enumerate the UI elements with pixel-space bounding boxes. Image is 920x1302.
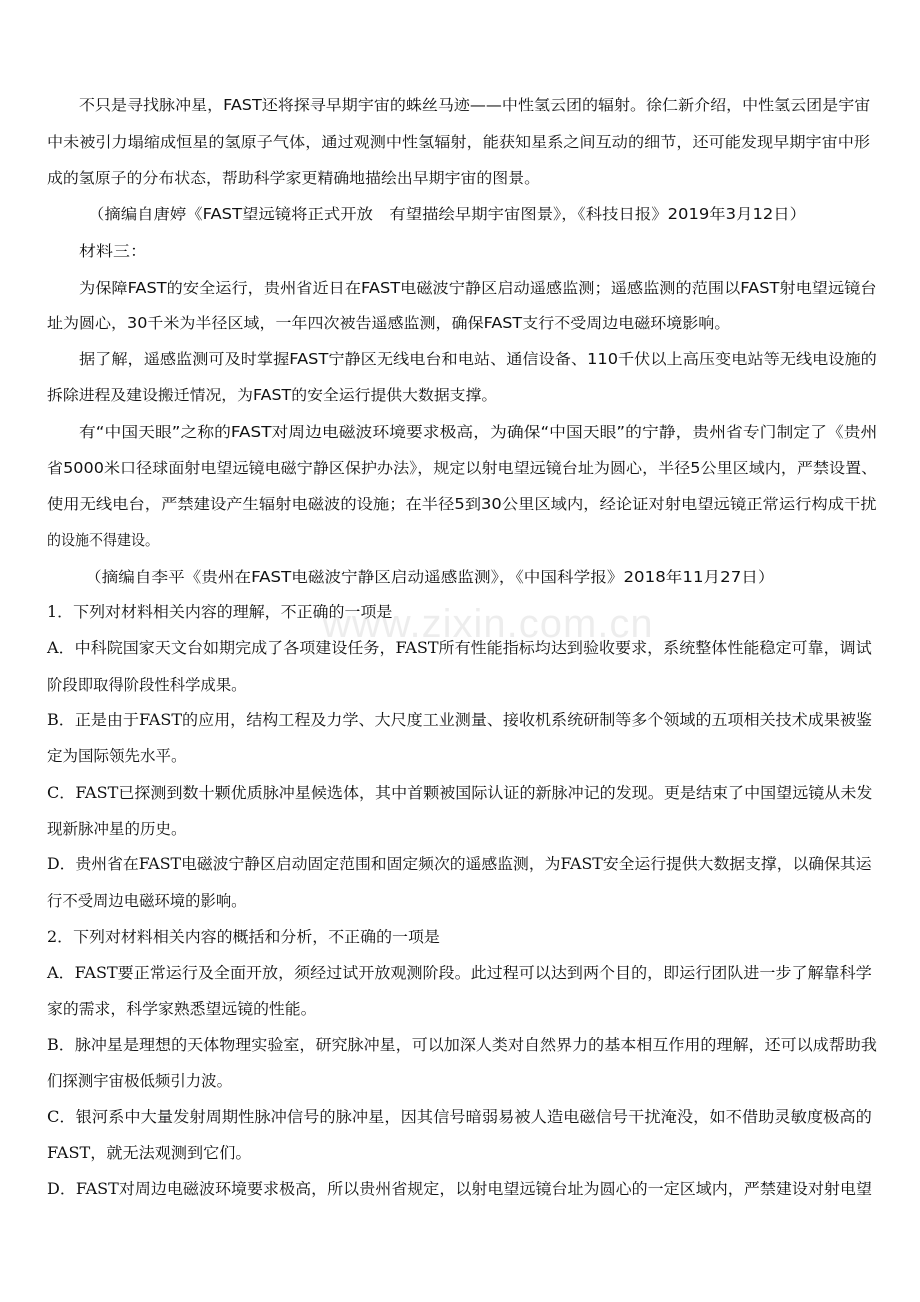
passage-line: 不只是寻找脉冲星，FAST还将探寻早期宇宙的蛛丝马迹——中性氢云团的辐射。徐仁新介绍，中性氢云团是宇宙 [79,96,871,114]
option-line: B．正是由于FAST的应用，结构工程及力学、大尺度工业测量、接收机系统研制等多个领域的五项相关技术成果被鉴 [47,711,872,729]
option-line: 现新脉冲星的历史。 [47,820,187,838]
option-line: 们探测宇宙极低频引力波。 [47,1072,233,1090]
section-heading: 材料三： [79,242,148,260]
option-line: C．FAST已探测到数十颗优质脉冲星候选体，其中首颗被国际认证的新脉冲记的发现。更是结束了中国望远镜从未发 [47,784,873,802]
passage-line: 址为圆心，30千米为半径区域，一年四次被告遥感监测，确保FAST支行不受周边电磁环境影响。 [47,314,731,332]
passage-line: 为保障FAST的安全运行，贵州省近日在FAST电磁波宁静区启动遥感监测；遥感监测的范围以FAST射电望远镜台 [79,279,877,297]
option-line: 定为国际领先水平。 [47,747,187,765]
passage-line: 成的氢原子的分布状态，帮助科学家更精确地描绘出早期宇宙的图景。 [47,169,541,187]
option-line: D．FAST对周边电磁波环境要求极高，所以贵州省规定，以射电望远镜台址为圆心的一定区域内，严禁建设对射电望 [47,1180,872,1198]
question-stem: 1．下列对材料相关内容的理解，不正确的一项是 [47,603,393,621]
option-line: 行不受周边电磁环境的影响。 [47,892,247,910]
option-line: FAST，就无法观测到它们。 [47,1144,252,1162]
source-citation: （摘编自李平《贵州在FAST电磁波宁静区启动遥感监测》，《中国科学报》2018年11月27日） [85,568,775,586]
option-line: B．脉冲星是理想的天体物理实验室，研究脉冲星，可以加深人类对自然界力的基本相互作用的理解，还可以成帮助我 [47,1036,877,1054]
passage-line: 的设施不得建设。 [47,531,160,549]
option-line: A．FAST要正常运行及全面开放，须经过试开放观测阶段。此过程可以达到两个目的，即运行团队进一步了解靠科学 [47,964,872,982]
option-line: A．中科院国家天文台如期完成了各项建设任务，FAST所有性能指标均达到验收要求，系统整体性能稳定可靠，调试 [47,639,872,657]
passage-line: 省5000米口径球面射电望远镜电磁宁静区保护办法》，规定以射电望远镜台址为圆心，半径5公里区域内，严禁设置、 [47,459,878,477]
passage-line: 有“中国天眼”之称的FAST对周边电磁波环境要求极高，为确保“中国天眼”的宁静，贵州省专门制定了《贵州 [79,423,878,441]
option-line: 家的需求，科学家熟悉望远镜的性能。 [47,1000,317,1018]
passage-line: 中未被引力塌缩成恒星的氢原子气体，通过观测中性氢辐射，能获知星系之间互动的细节，还可能发现早期宇宙中形 [47,133,871,151]
passage-line: 使用无线电台，严禁建设产生辐射电磁波的设施；在半径5到30公里区域内，经论证对射电望远镜正常运行构成干扰 [47,495,877,513]
question-stem: 2．下列对材料相关内容的概括和分析，不正确的一项是 [47,928,440,946]
passage-line: 拆除进程及建设搬迁情况，为FAST的安全运行提供大数据支撑。 [47,386,498,404]
option-line: C．银河系中大量发射周期性脉冲信号的脉冲星，因其信号暗弱易被人造电磁信号干扰淹没，如不借助灵敏度极高的 [47,1108,872,1126]
source-citation: （摘编自唐婷《FAST望远镜将正式开放 有望描绘早期宇宙图景》，《科技日报》2019年3月12日） [88,205,807,223]
option-line: 阶段即取得阶段性科学成果。 [47,676,247,694]
passage-line: 据了解，遥感监测可及时掌握FAST宁静区无线电台和电站、通信设备、110千伏以上高压变电站等无线电设施的 [79,350,877,368]
option-line: D．贵州省在FAST电磁波宁静区启动固定范围和固定频次的遥感监测，为FAST安全运行提供大数据支撑，以确保其运 [47,855,872,873]
watermark: www.zixin.com.cn [322,602,654,646]
